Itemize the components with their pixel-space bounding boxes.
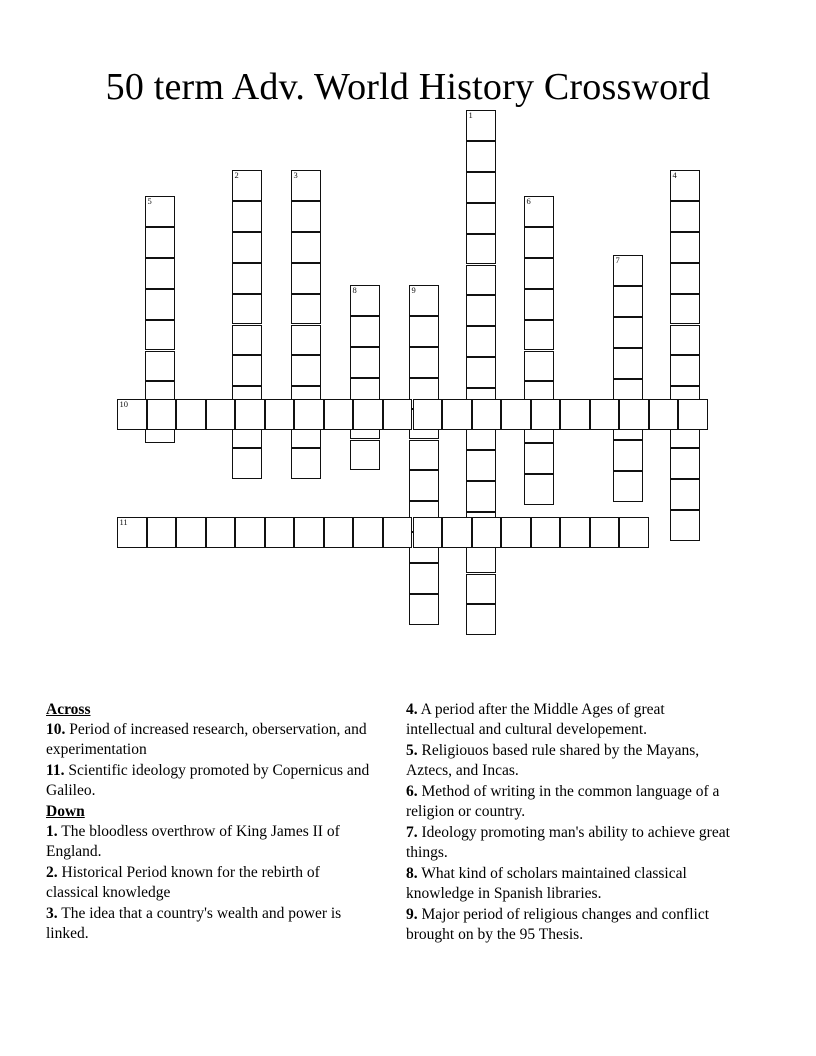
crossword-cell[interactable] (560, 517, 590, 548)
crossword-cell[interactable] (466, 326, 496, 357)
crossword-cell-5[interactable] (145, 196, 175, 227)
crossword-cell[interactable] (145, 289, 175, 320)
clue-text: Religiouos based rule shared by the Mayans, Aztecs, and Incas. (406, 742, 700, 779)
crossword-cell[interactable] (466, 172, 496, 203)
crossword-cell[interactable] (294, 517, 324, 548)
crossword-cell[interactable] (670, 263, 700, 294)
crossword-cell[interactable] (613, 348, 643, 379)
cell-number: 11 (119, 517, 128, 527)
cell-number: 9 (411, 285, 416, 295)
crossword-cell[interactable] (232, 201, 262, 232)
clue-text: What kind of scholars maintained classical knowledge in Spanish libraries. (406, 865, 687, 902)
crossword-cell-4[interactable] (670, 170, 700, 201)
crossword-cell[interactable] (176, 517, 206, 548)
crossword-cell[interactable] (265, 517, 295, 548)
crossword-cell[interactable] (524, 320, 554, 351)
crossword-cell[interactable] (145, 258, 175, 289)
crossword-cell[interactable] (232, 325, 262, 356)
clue-column-left (46, 700, 376, 945)
clue-lists (46, 700, 770, 980)
clue-down-4 (406, 700, 736, 739)
across-heading: Across (46, 701, 91, 718)
crossword-cell[interactable] (524, 474, 554, 505)
crossword-cell[interactable] (613, 286, 643, 317)
crossword-cell[interactable] (466, 203, 496, 234)
clue-text: Ideology promoting man's ability to achieve great things. (406, 824, 730, 861)
crossword-cell[interactable] (670, 201, 700, 232)
cell-number: 2 (234, 170, 239, 180)
crossword-cell-7[interactable] (613, 255, 643, 286)
cell-number: 4 (672, 170, 677, 180)
crossword-cell[interactable] (670, 510, 700, 541)
down-heading: Down (46, 803, 85, 820)
clue-across-10 (46, 720, 376, 759)
clue-number: 5. (406, 742, 418, 759)
crossword-cell[interactable] (466, 574, 496, 605)
crossword-cell[interactable] (670, 448, 700, 479)
crossword-cell[interactable] (235, 399, 265, 430)
crossword-cell[interactable] (350, 440, 380, 471)
page-title: 50 term Adv. World History Crossword (105, 66, 711, 109)
crossword-cell[interactable] (472, 517, 502, 548)
crossword-cell[interactable] (291, 325, 321, 356)
crossword-cell[interactable] (649, 399, 679, 430)
crossword-cell[interactable] (291, 232, 321, 263)
crossword-cell[interactable] (413, 399, 443, 430)
crossword-cell[interactable] (232, 448, 262, 479)
crossword-cell-11[interactable] (117, 517, 147, 548)
crossword-cell[interactable] (613, 317, 643, 348)
crossword-cell[interactable] (466, 141, 496, 172)
crossword-cell[interactable] (350, 316, 380, 347)
cell-number: 8 (352, 285, 357, 295)
cell-number: 10 (119, 399, 128, 409)
clue-number: 8. (406, 865, 418, 882)
clue-down-2 (46, 863, 376, 902)
clue-number: 1. (46, 823, 58, 840)
crossword-cell[interactable] (206, 399, 236, 430)
crossword-cell[interactable] (466, 357, 496, 388)
clue-text: Historical Period known for the rebirth of classical knowledge (46, 864, 320, 901)
crossword-cell[interactable] (560, 399, 590, 430)
crossword-cell-6[interactable] (524, 196, 554, 227)
crossword-cell[interactable] (409, 563, 439, 594)
crossword-cell-10[interactable] (117, 399, 147, 430)
crossword-cell[interactable] (353, 517, 383, 548)
clue-across-11 (46, 761, 376, 800)
clue-number: 4. (406, 701, 418, 718)
crossword-cell[interactable] (466, 265, 496, 296)
crossword-cell[interactable] (670, 294, 700, 325)
crossword-cell[interactable] (524, 351, 554, 382)
clue-down-7 (406, 823, 736, 862)
crossword-cell[interactable] (147, 517, 177, 548)
cell-number: 1 (468, 110, 473, 120)
crossword-cell[interactable] (670, 355, 700, 386)
crossword-cell[interactable] (206, 517, 236, 548)
clue-text: The bloodless overthrow of King James II of England. (46, 823, 340, 860)
crossword-cell[interactable] (291, 294, 321, 325)
cell-number: 7 (615, 255, 620, 265)
crossword-cell-8[interactable] (350, 285, 380, 316)
clue-text: A period after the Middle Ages of great intellectual and cultural developement. (406, 701, 665, 738)
clue-down-3 (46, 904, 376, 943)
cell-number: 5 (147, 196, 152, 206)
crossword-cell[interactable] (501, 399, 531, 430)
crossword-cell[interactable] (353, 399, 383, 430)
clue-number: 7. (406, 824, 418, 841)
crossword-cell[interactable] (409, 440, 439, 471)
crossword-cell[interactable] (409, 347, 439, 378)
crossword-cell[interactable] (678, 399, 708, 430)
clue-text: Scientific ideology promoted by Copernicus and Galileo. (46, 762, 370, 799)
crossword-cell[interactable] (670, 232, 700, 263)
crossword-cell[interactable] (265, 399, 295, 430)
crossword-cell[interactable] (590, 399, 620, 430)
crossword-cell[interactable] (466, 234, 496, 265)
crossword-cell[interactable] (232, 355, 262, 386)
crossword-cell[interactable] (145, 320, 175, 351)
crossword-cell[interactable] (350, 347, 380, 378)
crossword-cell[interactable] (524, 289, 554, 320)
crossword-cell[interactable] (294, 399, 324, 430)
crossword-cell[interactable] (531, 399, 561, 430)
clue-text: Period of increased research, oberservation, and experimentation (46, 721, 367, 758)
crossword-cell[interactable] (524, 227, 554, 258)
crossword-cell[interactable] (619, 517, 649, 548)
clue-down-8 (406, 864, 736, 903)
crossword-cell-3[interactable] (291, 170, 321, 201)
crossword-cell[interactable] (232, 294, 262, 325)
crossword-cell[interactable] (613, 440, 643, 471)
clue-down-9 (406, 905, 736, 944)
crossword-cell[interactable] (324, 517, 354, 548)
clue-down-5 (406, 741, 736, 780)
crossword-cell[interactable] (145, 227, 175, 258)
crossword-cell-9[interactable] (409, 285, 439, 316)
crossword-cell[interactable] (409, 470, 439, 501)
crossword-cell[interactable] (472, 399, 502, 430)
crossword-cell[interactable] (670, 479, 700, 510)
crossword-cell[interactable] (613, 471, 643, 502)
crossword-cell[interactable] (383, 399, 413, 430)
crossword-cell[interactable] (442, 399, 472, 430)
crossword-cell[interactable] (291, 201, 321, 232)
crossword-cell[interactable] (145, 351, 175, 382)
crossword-cell[interactable] (531, 517, 561, 548)
crossword-cell[interactable] (619, 399, 649, 430)
crossword-cell[interactable] (466, 481, 496, 512)
crossword-cell[interactable] (670, 325, 700, 356)
crossword-cell-1[interactable] (466, 110, 496, 141)
cell-number: 6 (526, 196, 531, 206)
crossword-cell[interactable] (291, 355, 321, 386)
clue-column-right (406, 700, 736, 946)
crossword-cell[interactable] (442, 517, 472, 548)
crossword-cell[interactable] (524, 443, 554, 474)
crossword-cell[interactable] (466, 450, 496, 481)
crossword-cell[interactable] (409, 594, 439, 625)
crossword-cell[interactable] (466, 604, 496, 635)
crossword-cell[interactable] (590, 517, 620, 548)
clue-text: Major period of religious changes and conflict brought on by the 95 Thesis. (406, 906, 710, 943)
clue-text: The idea that a country's wealth and power is linked. (46, 905, 342, 942)
crossword-cell[interactable] (176, 399, 206, 430)
clue-number: 2. (46, 864, 58, 881)
crossword-cell-2[interactable] (232, 170, 262, 201)
crossword-cell[interactable] (232, 263, 262, 294)
crossword-cell[interactable] (524, 258, 554, 289)
clue-number: 6. (406, 783, 418, 800)
clue-down-1 (46, 822, 376, 861)
cell-number: 3 (293, 170, 298, 180)
crossword-cell[interactable] (235, 517, 265, 548)
clue-number: 9. (406, 906, 418, 923)
crossword-cell[interactable] (232, 232, 262, 263)
clue-number: 11. (46, 762, 65, 779)
crossword-cell[interactable] (383, 517, 413, 548)
clue-text: Method of writing in the common language of a religion or country. (406, 783, 720, 820)
crossword-cell[interactable] (291, 448, 321, 479)
clue-number: 10. (46, 721, 66, 738)
crossword-cell[interactable] (466, 295, 496, 326)
clue-number: 3. (46, 905, 58, 922)
crossword-cell[interactable] (147, 399, 177, 430)
clue-down-6 (406, 782, 736, 821)
crossword-cell[interactable] (409, 316, 439, 347)
crossword-cell[interactable] (324, 399, 354, 430)
crossword-cell[interactable] (501, 517, 531, 548)
crossword-cell[interactable] (291, 263, 321, 294)
crossword-cell[interactable] (413, 517, 443, 548)
